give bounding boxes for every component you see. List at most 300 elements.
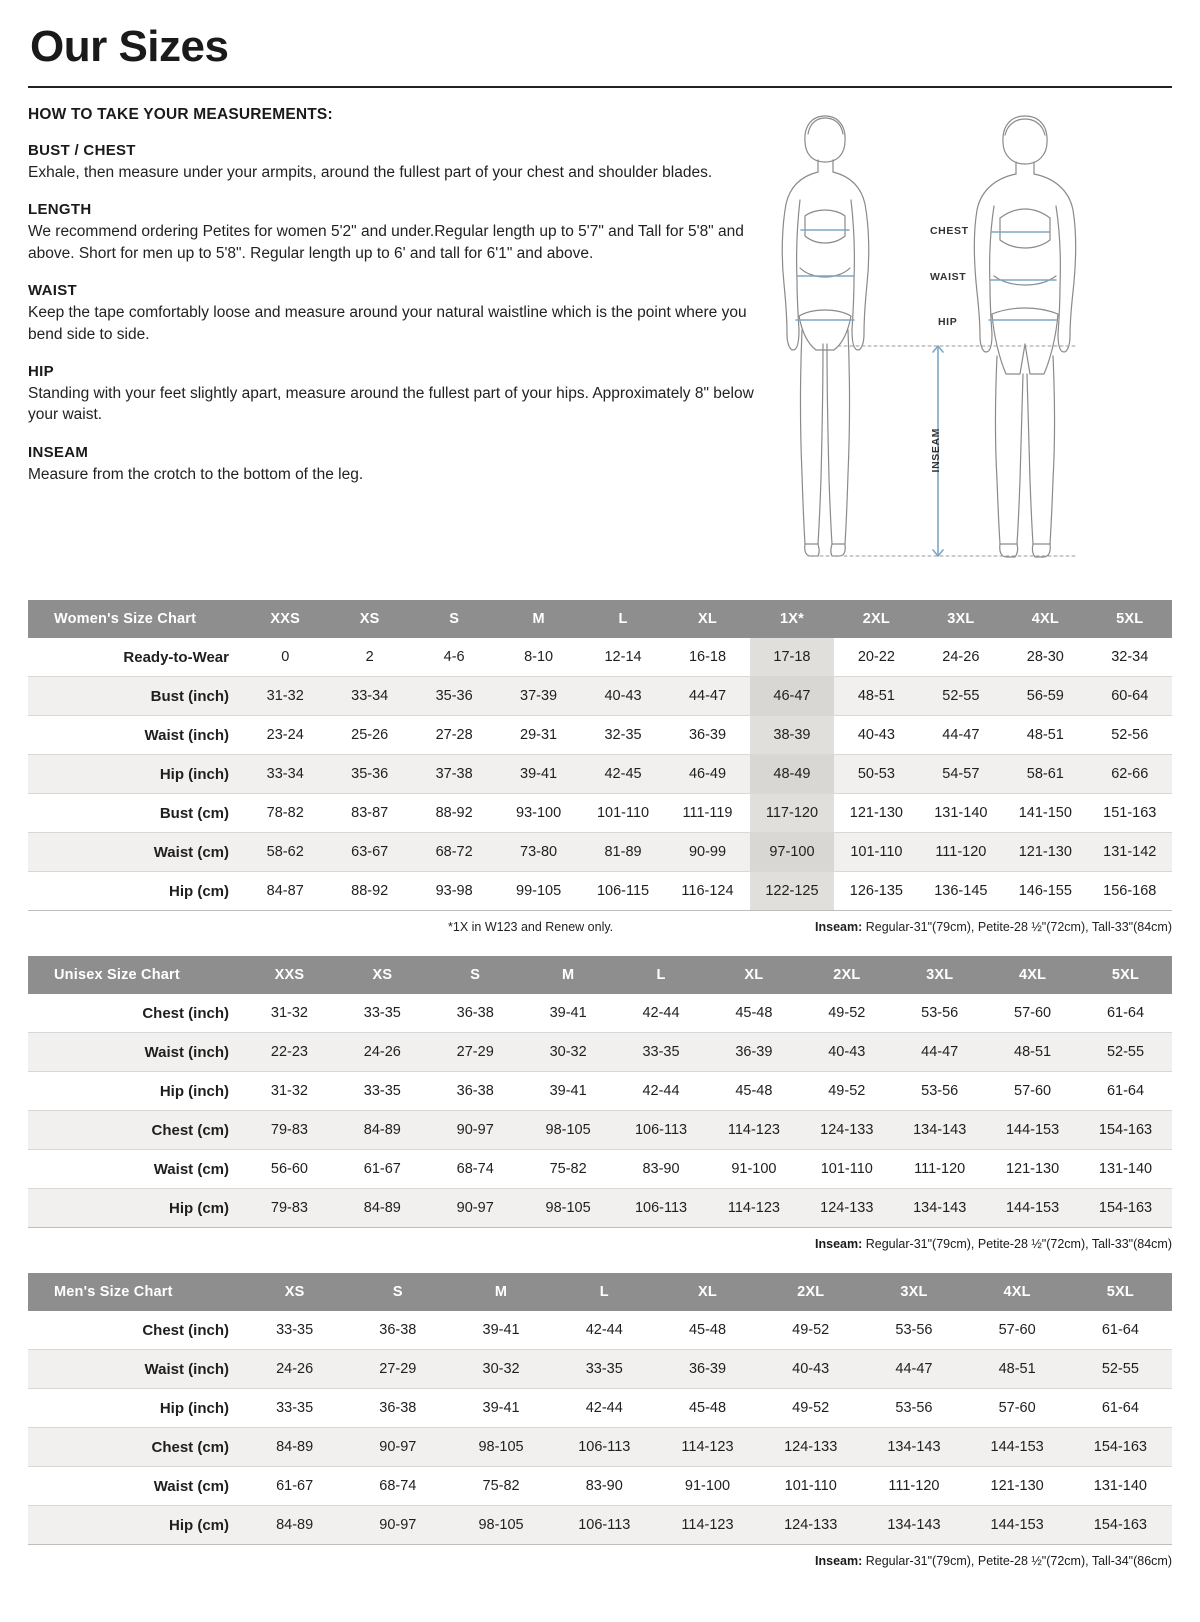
table-cell: 101-110 xyxy=(834,833,918,872)
table-cell: 57-60 xyxy=(966,1389,1069,1428)
table-cell: 111-120 xyxy=(862,1467,965,1506)
table-cell: 121-130 xyxy=(834,794,918,833)
table-cell: 124-133 xyxy=(800,1111,893,1150)
table-cell: 81-89 xyxy=(581,833,665,872)
table-cell: 101-110 xyxy=(800,1150,893,1189)
measure-label-bust: BUST / CHEST xyxy=(28,142,136,159)
table-cell: 17-18 xyxy=(750,638,834,677)
table-cell: 31-32 xyxy=(243,677,327,716)
unisex-table-header xyxy=(28,956,1172,994)
column-header-2xl: 2XL xyxy=(834,600,918,638)
table-cell: 97-100 xyxy=(750,833,834,872)
table-row xyxy=(28,1350,1172,1389)
table-cell: 151-163 xyxy=(1088,794,1172,833)
table-cell: 154-163 xyxy=(1079,1189,1172,1228)
table-cell: 73-80 xyxy=(496,833,580,872)
table-cell: 90-97 xyxy=(429,1111,522,1150)
table-cell: 40-43 xyxy=(581,677,665,716)
table-cell: 93-98 xyxy=(412,872,496,911)
table-cell: 49-52 xyxy=(800,1072,893,1111)
column-header-4xl: 4XL xyxy=(986,956,1079,994)
table-cell: 124-133 xyxy=(800,1189,893,1228)
table-cell: 50-53 xyxy=(834,755,918,794)
table-cell: 53-56 xyxy=(893,994,986,1033)
table-cell: 91-100 xyxy=(656,1467,759,1506)
table-cell: 62-66 xyxy=(1088,755,1172,794)
table-cell: 39-41 xyxy=(522,994,615,1033)
table-cell: 42-44 xyxy=(553,1389,656,1428)
column-header-m: M xyxy=(522,956,615,994)
table-cell: 48-51 xyxy=(986,1033,1079,1072)
row-label: Chest (cm) xyxy=(28,1111,243,1150)
table-row xyxy=(28,1150,1172,1189)
table-cell: 144-153 xyxy=(966,1506,1069,1545)
measure-label-hip: HIP xyxy=(28,362,54,380)
table-cell: 48-51 xyxy=(1003,716,1087,755)
mens-size-chart-section xyxy=(28,1273,1172,1568)
table-cell: 136-145 xyxy=(919,872,1003,911)
column-header-m: M xyxy=(496,600,580,638)
table-cell: 45-48 xyxy=(707,994,800,1033)
table-header-row xyxy=(28,956,1172,994)
table-cell: 90-97 xyxy=(346,1506,449,1545)
table-cell: 126-135 xyxy=(834,872,918,911)
measurements-heading: HOW TO TAKE YOUR MEASUREMENTS: xyxy=(28,106,333,123)
row-label: Ready-to-Wear xyxy=(28,638,243,677)
table-cell: 33-35 xyxy=(243,1389,346,1428)
table-cell: 24-26 xyxy=(336,1033,429,1072)
table-cell: 45-48 xyxy=(707,1072,800,1111)
measure-text-waist: Keep the tape comfortably loose and measure around your natural waistline which is the point where you bend side to side. xyxy=(28,304,747,343)
table-cell: 122-125 xyxy=(750,872,834,911)
table-cell: 144-153 xyxy=(986,1111,1079,1150)
table-cell: 60-64 xyxy=(1088,677,1172,716)
table-cell: 27-29 xyxy=(429,1033,522,1072)
table-cell: 98-105 xyxy=(449,1428,552,1467)
table-cell: 48-51 xyxy=(966,1350,1069,1389)
unisex-table-body xyxy=(28,994,1172,1228)
womens-inseam-note xyxy=(815,920,1172,934)
measure-text-length: We recommend ordering Petites for women 5'2" and under.Regular length up to 5'7" and Tall for 5'8" and above. Short for men up to 5'8". Regular length up to 6' and tall for 6'1" and above. xyxy=(28,223,744,262)
mens-size-chart-table xyxy=(28,1273,1172,1545)
table-cell: 16-18 xyxy=(665,638,749,677)
row-label: Hip (inch) xyxy=(28,1072,243,1111)
table-cell: 20-22 xyxy=(834,638,918,677)
table-row xyxy=(28,677,1172,716)
table-cell: 22-23 xyxy=(243,1033,336,1072)
unisex-inseam-note xyxy=(28,1237,1172,1251)
table-row xyxy=(28,1311,1172,1350)
table-cell: 121-130 xyxy=(966,1467,1069,1506)
table-cell: 39-41 xyxy=(449,1389,552,1428)
row-label: Chest (inch) xyxy=(28,1311,243,1350)
table-cell: 61-64 xyxy=(1069,1389,1172,1428)
table-cell: 36-38 xyxy=(429,994,522,1033)
row-label: Waist (inch) xyxy=(28,1033,243,1072)
womens-footnote: *1X in W123 and Renew only. xyxy=(448,920,614,934)
row-label: Hip (cm) xyxy=(28,872,243,911)
table-row xyxy=(28,1189,1172,1228)
column-header-xs: XS xyxy=(327,600,411,638)
table-cell: 144-153 xyxy=(966,1428,1069,1467)
table-cell: 36-38 xyxy=(346,1311,449,1350)
table-cell: 42-45 xyxy=(581,755,665,794)
table-cell: 36-39 xyxy=(665,716,749,755)
table-cell: 48-51 xyxy=(834,677,918,716)
table-cell: 52-55 xyxy=(1079,1033,1172,1072)
table-cell: 42-44 xyxy=(615,994,708,1033)
table-cell: 61-67 xyxy=(336,1150,429,1189)
table-cell: 90-99 xyxy=(665,833,749,872)
table-cell: 32-35 xyxy=(581,716,665,755)
table-cell: 39-41 xyxy=(522,1072,615,1111)
table-cell: 33-35 xyxy=(243,1311,346,1350)
womens-size-chart-table xyxy=(28,600,1172,911)
table-cell: 12-14 xyxy=(581,638,665,677)
inseam-label: Inseam: xyxy=(815,920,863,934)
column-header-xs: XS xyxy=(243,1273,346,1311)
male-figure xyxy=(974,116,1075,557)
table-cell: 44-47 xyxy=(893,1033,986,1072)
table-cell: 124-133 xyxy=(759,1506,862,1545)
table-cell: 44-47 xyxy=(665,677,749,716)
column-header-m: M xyxy=(449,1273,552,1311)
figure-label-waist: WAIST xyxy=(930,271,967,283)
table-header-row xyxy=(28,1273,1172,1311)
table-cell: 83-90 xyxy=(615,1150,708,1189)
measurement-lines xyxy=(796,230,1057,320)
table-cell: 33-35 xyxy=(553,1350,656,1389)
inseam-label: Inseam: xyxy=(815,1237,863,1251)
table-cell: 134-143 xyxy=(893,1189,986,1228)
female-figure xyxy=(782,116,868,556)
table-cell: 44-47 xyxy=(862,1350,965,1389)
row-label: Chest (cm) xyxy=(28,1428,243,1467)
womens-table-notes xyxy=(28,920,1172,934)
table-cell: 154-163 xyxy=(1079,1111,1172,1150)
table-cell: 134-143 xyxy=(893,1111,986,1150)
table-cell: 48-49 xyxy=(750,755,834,794)
table-row xyxy=(28,833,1172,872)
table-cell: 144-153 xyxy=(986,1189,1079,1228)
mens-table-body xyxy=(28,1311,1172,1545)
table-cell: 45-48 xyxy=(656,1389,759,1428)
table-cell: 37-38 xyxy=(412,755,496,794)
table-cell: 53-56 xyxy=(862,1311,965,1350)
table-cell: 75-82 xyxy=(449,1467,552,1506)
row-label: Hip (cm) xyxy=(28,1189,243,1228)
table-cell: 106-113 xyxy=(553,1428,656,1467)
table-cell: 56-60 xyxy=(243,1150,336,1189)
column-header-xxs: XXS xyxy=(243,956,336,994)
row-label: Hip (inch) xyxy=(28,1389,243,1428)
table-cell: 42-44 xyxy=(615,1072,708,1111)
mens-table-header xyxy=(28,1273,1172,1311)
inseam-value: Regular-31"(79cm), Petite-28 ½"(72cm), Tall-33"(84cm) xyxy=(862,920,1172,934)
column-header-l: L xyxy=(553,1273,656,1311)
table-cell: 29-31 xyxy=(496,716,580,755)
table-cell: 24-26 xyxy=(919,638,1003,677)
table-cell: 42-44 xyxy=(553,1311,656,1350)
table-cell: 37-39 xyxy=(496,677,580,716)
table-row xyxy=(28,755,1172,794)
table-cell: 40-43 xyxy=(834,716,918,755)
column-header-4xl: 4XL xyxy=(1003,600,1087,638)
table-cell: 63-67 xyxy=(327,833,411,872)
row-label: Waist (cm) xyxy=(28,833,243,872)
measure-label-inseam: INSEAM xyxy=(28,443,89,461)
column-header-2xl: 2XL xyxy=(800,956,893,994)
table-cell: 98-105 xyxy=(449,1506,552,1545)
table-cell: 116-124 xyxy=(665,872,749,911)
table-cell: 68-72 xyxy=(412,833,496,872)
measure-text-inseam: Measure from the crotch to the bottom of the leg. xyxy=(28,465,364,483)
womens-chart-title: Women's Size Chart xyxy=(28,600,243,638)
table-cell: 106-113 xyxy=(553,1506,656,1545)
table-cell: 52-55 xyxy=(1069,1350,1172,1389)
table-cell: 114-123 xyxy=(656,1506,759,1545)
table-cell: 44-47 xyxy=(919,716,1003,755)
inseam-value: Regular-31"(79cm), Petite-28 ½"(72cm), Tall-34"(86cm) xyxy=(862,1554,1172,1568)
table-cell: 4-6 xyxy=(412,638,496,677)
table-cell: 114-123 xyxy=(707,1189,800,1228)
table-cell: 36-39 xyxy=(656,1350,759,1389)
measurements-column xyxy=(28,106,768,578)
inseam-label: Inseam: xyxy=(815,1554,863,1568)
table-cell: 33-34 xyxy=(327,677,411,716)
page-title: Our Sizes xyxy=(30,22,229,71)
table-cell: 124-133 xyxy=(759,1428,862,1467)
table-cell: 56-59 xyxy=(1003,677,1087,716)
table-cell: 36-39 xyxy=(707,1033,800,1072)
womens-table-body xyxy=(28,638,1172,911)
table-cell: 30-32 xyxy=(449,1350,552,1389)
table-cell: 114-123 xyxy=(656,1428,759,1467)
measure-text-hip: Standing with your feet slightly apart, measure around the fullest part of your hips. Approximately 8" below your waist. xyxy=(28,384,754,424)
table-cell: 88-92 xyxy=(327,872,411,911)
table-cell: 101-110 xyxy=(759,1467,862,1506)
table-cell: 49-52 xyxy=(759,1389,862,1428)
column-header-l: L xyxy=(581,600,665,638)
table-cell: 79-83 xyxy=(243,1189,336,1228)
table-cell: 30-32 xyxy=(522,1033,615,1072)
table-cell: 111-120 xyxy=(919,833,1003,872)
table-cell: 49-52 xyxy=(800,994,893,1033)
column-header-s: S xyxy=(346,1273,449,1311)
table-cell: 88-92 xyxy=(412,794,496,833)
table-cell: 84-89 xyxy=(243,1428,346,1467)
table-cell: 141-150 xyxy=(1003,794,1087,833)
table-cell: 45-48 xyxy=(656,1311,759,1350)
table-cell: 131-142 xyxy=(1088,833,1172,872)
table-cell: 68-74 xyxy=(346,1467,449,1506)
mens-inseam-note xyxy=(28,1554,1172,1568)
womens-table-header xyxy=(28,600,1172,638)
table-cell: 40-43 xyxy=(800,1033,893,1072)
table-row xyxy=(28,716,1172,755)
table-cell: 111-120 xyxy=(893,1150,986,1189)
table-cell: 23-24 xyxy=(243,716,327,755)
table-cell: 134-143 xyxy=(862,1506,965,1545)
row-label: Waist (cm) xyxy=(28,1467,243,1506)
table-cell: 93-100 xyxy=(496,794,580,833)
table-cell: 101-110 xyxy=(581,794,665,833)
table-cell: 33-34 xyxy=(243,755,327,794)
table-cell: 54-57 xyxy=(919,755,1003,794)
table-cell: 117-120 xyxy=(750,794,834,833)
row-label: Hip (cm) xyxy=(28,1506,243,1545)
table-cell: 33-35 xyxy=(615,1033,708,1072)
table-cell: 57-60 xyxy=(986,1072,1079,1111)
table-cell: 156-168 xyxy=(1088,872,1172,911)
unisex-size-chart-table xyxy=(28,956,1172,1228)
table-row xyxy=(28,1111,1172,1150)
table-cell: 61-67 xyxy=(243,1467,346,1506)
table-row xyxy=(28,638,1172,677)
table-cell: 111-119 xyxy=(665,794,749,833)
table-cell: 61-64 xyxy=(1079,1072,1172,1111)
table-cell: 57-60 xyxy=(986,994,1079,1033)
column-header-3xl: 3XL xyxy=(862,1273,965,1311)
row-label: Bust (inch) xyxy=(28,677,243,716)
table-cell: 33-35 xyxy=(336,994,429,1033)
table-cell: 52-55 xyxy=(919,677,1003,716)
title-divider xyxy=(28,86,1172,88)
table-cell: 83-87 xyxy=(327,794,411,833)
table-cell: 131-140 xyxy=(919,794,1003,833)
table-cell: 134-143 xyxy=(862,1428,965,1467)
table-cell: 106-113 xyxy=(615,1111,708,1150)
row-label: Chest (inch) xyxy=(28,994,243,1033)
column-header-3xl: 3XL xyxy=(919,600,1003,638)
table-cell: 27-28 xyxy=(412,716,496,755)
column-header-s: S xyxy=(429,956,522,994)
measure-label-length: LENGTH xyxy=(28,201,92,219)
figure-label-inseam: INSEAM xyxy=(930,428,942,473)
table-cell: 46-47 xyxy=(750,677,834,716)
row-label: Waist (cm) xyxy=(28,1150,243,1189)
body-figures-diagram xyxy=(778,108,1158,578)
table-row xyxy=(28,1389,1172,1428)
table-cell: 75-82 xyxy=(522,1150,615,1189)
table-row xyxy=(28,1072,1172,1111)
table-cell: 36-38 xyxy=(429,1072,522,1111)
table-cell: 49-52 xyxy=(759,1311,862,1350)
column-header-2xl: 2XL xyxy=(759,1273,862,1311)
table-cell: 31-32 xyxy=(243,994,336,1033)
table-cell: 121-130 xyxy=(1003,833,1087,872)
table-cell: 98-105 xyxy=(522,1189,615,1228)
column-header-xxs: XXS xyxy=(243,600,327,638)
table-cell: 57-60 xyxy=(966,1311,1069,1350)
table-cell: 131-140 xyxy=(1069,1467,1172,1506)
table-cell: 106-113 xyxy=(615,1189,708,1228)
column-header-xs: XS xyxy=(336,956,429,994)
table-row xyxy=(28,1033,1172,1072)
figure-label-hip: HIP xyxy=(938,316,958,328)
table-cell: 98-105 xyxy=(522,1111,615,1150)
table-cell: 58-61 xyxy=(1003,755,1087,794)
table-cell: 28-30 xyxy=(1003,638,1087,677)
table-cell: 61-64 xyxy=(1079,994,1172,1033)
measure-label-waist: WAIST xyxy=(28,282,77,300)
table-cell: 27-29 xyxy=(346,1350,449,1389)
intro-section xyxy=(28,106,1172,578)
table-cell: 46-49 xyxy=(665,755,749,794)
table-cell: 24-26 xyxy=(243,1350,346,1389)
table-cell: 154-163 xyxy=(1069,1506,1172,1545)
table-cell: 33-35 xyxy=(336,1072,429,1111)
table-cell: 39-41 xyxy=(496,755,580,794)
table-cell: 38-39 xyxy=(750,716,834,755)
table-cell: 53-56 xyxy=(862,1389,965,1428)
table-cell: 84-89 xyxy=(336,1111,429,1150)
column-header-5xl: 5XL xyxy=(1079,956,1172,994)
table-cell: 79-83 xyxy=(243,1111,336,1150)
table-cell: 131-140 xyxy=(1079,1150,1172,1189)
size-guide-page xyxy=(0,22,1200,1622)
column-header-s: S xyxy=(412,600,496,638)
column-header-3xl: 3XL xyxy=(893,956,986,994)
measure-text-bust: Exhale, then measure under your armpits, around the fullest part of your chest and shoulder blades. xyxy=(28,164,713,181)
table-cell: 83-90 xyxy=(553,1467,656,1506)
table-cell: 32-34 xyxy=(1088,638,1172,677)
table-cell: 2 xyxy=(327,638,411,677)
table-cell: 53-56 xyxy=(893,1072,986,1111)
table-row xyxy=(28,994,1172,1033)
table-cell: 39-41 xyxy=(449,1311,552,1350)
table-cell: 25-26 xyxy=(327,716,411,755)
column-header-4xl: 4XL xyxy=(966,1273,1069,1311)
table-cell: 121-130 xyxy=(986,1150,1079,1189)
column-header-1x: 1X* xyxy=(750,600,834,638)
table-cell: 36-38 xyxy=(346,1389,449,1428)
row-label: Waist (inch) xyxy=(28,716,243,755)
column-header-xl: XL xyxy=(656,1273,759,1311)
table-cell: 91-100 xyxy=(707,1150,800,1189)
table-row xyxy=(28,1506,1172,1545)
table-cell: 106-115 xyxy=(581,872,665,911)
table-cell: 154-163 xyxy=(1069,1428,1172,1467)
table-cell: 35-36 xyxy=(327,755,411,794)
column-header-xl: XL xyxy=(665,600,749,638)
table-cell: 84-89 xyxy=(336,1189,429,1228)
column-header-5xl: 5XL xyxy=(1069,1273,1172,1311)
table-row xyxy=(28,872,1172,911)
table-header-row xyxy=(28,600,1172,638)
table-cell: 84-87 xyxy=(243,872,327,911)
table-cell: 61-64 xyxy=(1069,1311,1172,1350)
table-cell: 90-97 xyxy=(429,1189,522,1228)
table-cell: 0 xyxy=(243,638,327,677)
table-cell: 78-82 xyxy=(243,794,327,833)
column-header-5xl: 5XL xyxy=(1088,600,1172,638)
womens-size-chart-section xyxy=(28,600,1172,934)
table-row xyxy=(28,1467,1172,1506)
table-cell: 114-123 xyxy=(707,1111,800,1150)
row-label: Bust (cm) xyxy=(28,794,243,833)
table-cell: 52-56 xyxy=(1088,716,1172,755)
column-header-xl: XL xyxy=(707,956,800,994)
inseam-value: Regular-31"(79cm), Petite-28 ½"(72cm), Tall-33"(84cm) xyxy=(862,1237,1172,1251)
table-cell: 84-89 xyxy=(243,1506,346,1545)
table-cell: 90-97 xyxy=(346,1428,449,1467)
mens-chart-title: Men's Size Chart xyxy=(28,1273,243,1311)
table-cell: 58-62 xyxy=(243,833,327,872)
table-cell: 146-155 xyxy=(1003,872,1087,911)
unisex-size-chart-section xyxy=(28,956,1172,1251)
figure-label-chest: CHEST xyxy=(930,224,969,237)
